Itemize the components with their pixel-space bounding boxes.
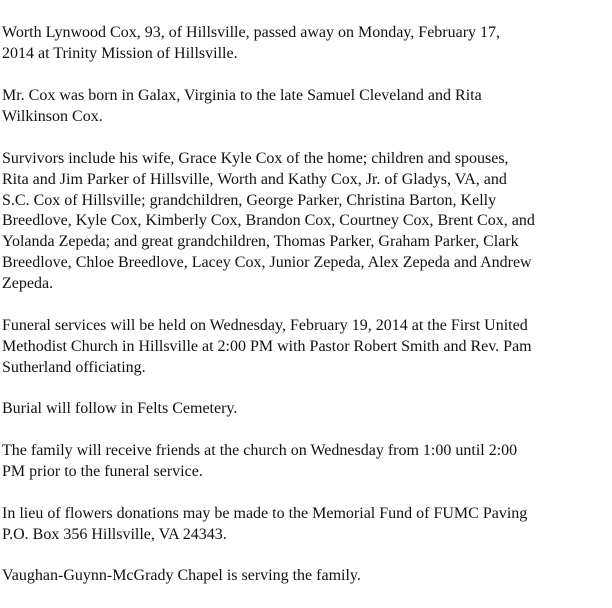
paragraph-funeral-services: Funeral services will be held on Wednesday, February 19, 2014 at the First United Methodist Church in Hillsville at 2:00 PM with Pastor Robert Smith and Rev. Pam Sutherland officiating. [2, 317, 532, 376]
paragraph-visitation: The family will receive friends at the church on Wednesday from 1:00 until 2:00 PM prior to the funeral service. [2, 442, 518, 480]
paragraph-donations: In lieu of flowers donations may be made to the Memorial Fund of FUMC Paving P.O. Box 356 Hillsville, VA 24343. [2, 505, 528, 543]
paragraph-survivors: Survivors include his wife, Grace Kyle Cox of the home; children and spouses, Rita and Jim Parker of Hillsville, Worth and Kathy Cox, Jr. of Gladys, VA, and S.C. Cox of Hillsville; grandchildren, George Parker, Christina Barton, Kelly Breedlove, Kyle Cox, Kimberly Cox, Brandon Cox, Courtney Cox, Brent Cox, and Yolanda Zepeda; and great grandchildren, Thomas Parker, Graham Parker, Clark Breedlove, Chloe Breedlove, Lacey Cox, Junior Zepeda, Alex Zepeda and Andrew Zepeda. [2, 150, 535, 292]
paragraph-death-notice: Worth Lynwood Cox, 93, of Hillsville, passed away on Monday, February 17, 2014 at Trinity Mission of Hillsville. [2, 24, 501, 62]
paragraph-burial: Burial will follow in Felts Cemetery. [2, 400, 238, 417]
paragraph-birth: Mr. Cox was born in Galax, Virginia to the late Samuel Cleveland and Rita Wilkinson Cox. [2, 87, 482, 125]
paragraph-funeral-home: Vaughan-Guynn-McGrady Chapel is serving the family. [2, 567, 361, 584]
